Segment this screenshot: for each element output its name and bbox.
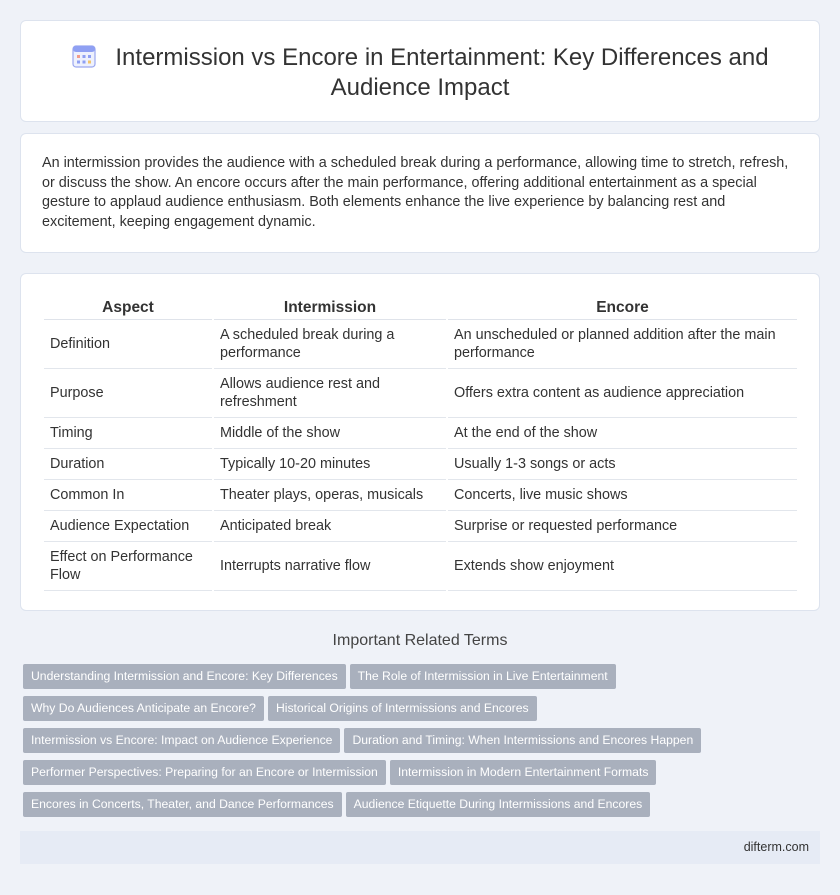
footer [20,831,820,864]
related-term-link[interactable]: Encores in Concerts, Theater, and Dance Performances [23,792,342,817]
calendar-grid-icon [71,43,97,69]
table-row [44,542,797,591]
table-cell: Purpose [44,369,212,418]
page-title: Intermission vs Encore in Entertainment: Key Differences and Audience Impact [115,44,769,101]
related-term-link[interactable]: The Role of Intermission in Live Entertainment [350,664,616,689]
table-cell: Effect on Performance Flow [44,542,212,591]
table-cell: Audience Expectation [44,511,212,542]
table-cell: Extends show enjoyment [448,542,797,591]
page-title-wrap [61,43,779,103]
tag-row [23,760,813,792]
comparison-table [42,294,799,591]
table-cell: Typically 10-20 minutes [214,449,446,480]
table-row [44,449,797,480]
intro-card [20,133,820,253]
table-cell: A scheduled break during a performance [214,320,446,369]
header-card [20,20,820,122]
table-cell: At the end of the show [448,418,797,449]
table-header-row [44,294,797,320]
related-term-link[interactable]: Intermission vs Encore: Impact on Audience Experience [23,728,340,753]
intro-paragraph: An intermission provides the audience with a scheduled break during a performance, allowing time to stretch, refresh, or discuss the show. An encore occurs after the main performance, offering additional entertainment as a special gesture to applaud audience enthusiasm. Both elements enhance the live experience by balancing rest and excitement, keeping engagement dynamic. [42,155,789,230]
tag-row [23,664,813,696]
related-terms-tags [23,664,813,824]
comparison-table-card [20,273,820,611]
table-cell: Surprise or requested performance [448,511,797,542]
table-cell: An unscheduled or planned addition after the main performance [448,320,797,369]
column-header-aspect: Aspect [44,294,212,320]
related-term-link[interactable]: Audience Etiquette During Intermissions and Encores [346,792,651,817]
related-term-link[interactable]: Performer Perspectives: Preparing for an Encore or Intermission [23,760,386,785]
related-terms-heading: Important Related Terms [332,632,508,649]
table-row [44,369,797,418]
table-row [44,511,797,542]
table-cell: Definition [44,320,212,369]
table-cell: Anticipated break [214,511,446,542]
related-term-link[interactable]: Intermission in Modern Entertainment Formats [390,760,657,785]
related-term-link[interactable]: Historical Origins of Intermissions and Encores [268,696,537,721]
table-cell: Middle of the show [214,418,446,449]
column-header-intermission: Intermission [214,294,446,320]
related-term-link[interactable]: Why Do Audiences Anticipate an Encore? [23,696,264,721]
related-term-link[interactable]: Understanding Intermission and Encore: Key Differences [23,664,346,689]
table-cell: Interrupts narrative flow [214,542,446,591]
tag-row [23,728,813,760]
table-cell: Timing [44,418,212,449]
table-cell: Usually 1-3 songs or acts [448,449,797,480]
table-cell: Duration [44,449,212,480]
table-cell: Common In [44,480,212,511]
table-cell: Allows audience rest and refreshment [214,369,446,418]
tag-row [23,696,813,728]
tag-row [23,792,813,824]
footer-site-link[interactable]: difterm.com [743,840,809,854]
table-cell: Offers extra content as audience appreciation [448,369,797,418]
table-row [44,480,797,511]
table-cell: Theater plays, operas, musicals [214,480,446,511]
table-row [44,320,797,369]
related-term-link[interactable]: Duration and Timing: When Intermissions and Encores Happen [344,728,701,753]
table-cell: Concerts, live music shows [448,480,797,511]
table-row [44,418,797,449]
column-header-encore: Encore [448,294,797,320]
